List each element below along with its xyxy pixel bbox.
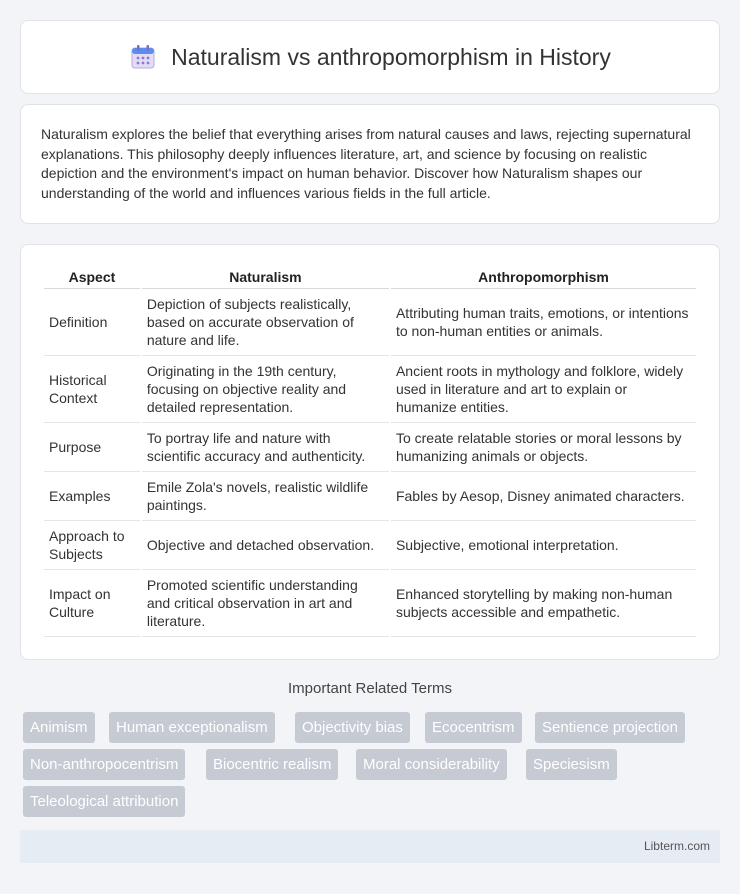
column-header-anthropomorphism: Anthropomorphism <box>391 265 696 289</box>
table-cell-naturalism: Emile Zola's novels, realistic wildlife paintings. <box>142 472 389 521</box>
table-row <box>44 356 696 423</box>
table-cell-naturalism: Promoted scientific understanding and critical observation in art and literature. <box>142 570 389 637</box>
comparison-card <box>20 244 720 660</box>
table-row <box>44 521 696 570</box>
related-terms-heading: Important Related Terms <box>288 680 452 697</box>
calendar-icon <box>129 43 157 71</box>
table-cell-anthropomorphism: Attributing human traits, emotions, or intentions to non-human entities or animals. <box>391 289 696 356</box>
tag-non-anthropocentrism[interactable]: Non-anthropocentrism <box>23 749 185 780</box>
tag-moral-considerability[interactable]: Moral considerability <box>356 749 507 780</box>
table-cell-anthropomorphism: Enhanced storytelling by making non-human subjects accessible and empathetic. <box>391 570 696 637</box>
table-row <box>44 472 696 521</box>
table-cell-aspect: Impact on Culture <box>44 570 140 637</box>
table-row <box>44 570 696 637</box>
table-header-row <box>44 265 696 289</box>
table-cell-aspect: Purpose <box>44 423 140 472</box>
table-cell-naturalism: Objective and detached observation. <box>142 521 389 570</box>
table-cell-aspect: Examples <box>44 472 140 521</box>
tag-speciesism[interactable]: Speciesism <box>526 749 617 780</box>
footer-site-link[interactable]: Libterm.com <box>643 839 710 853</box>
table-cell-anthropomorphism: Subjective, emotional interpretation. <box>391 521 696 570</box>
table-row <box>44 423 696 472</box>
tag-human-exceptionalism[interactable]: Human exceptionalism <box>109 712 275 743</box>
page-title: Naturalism vs anthropomorphism in History <box>171 43 611 70</box>
tag-objectivity-bias[interactable]: Objectivity bias <box>295 712 410 743</box>
footer <box>20 830 720 863</box>
table-cell-aspect: Definition <box>44 289 140 356</box>
tag-ecocentrism[interactable]: Ecocentrism <box>425 712 522 743</box>
tag-sentience-projection[interactable]: Sentience projection <box>535 712 685 743</box>
intro-card <box>20 104 720 224</box>
intro-paragraph: Naturalism explores the belief that everything arises from natural causes and laws, rejecting supernatural explanations. This philosophy deeply influences literature, art, and science by focusing on realistic depiction and the environment's impact on human behavior. Discover how Naturalism shapes our understanding of the world and influences various fields in the full article. <box>41 126 691 201</box>
table-cell-anthropomorphism: Ancient roots in mythology and folklore, widely used in literature and art to explain or humanize entities. <box>391 356 696 423</box>
table-row <box>44 289 696 356</box>
table-cell-naturalism: To portray life and nature with scientific accuracy and authenticity. <box>142 423 389 472</box>
table-cell-naturalism: Originating in the 19th century, focusing on objective reality and detailed representation. <box>142 356 389 423</box>
table-cell-naturalism: Depiction of subjects realistically, based on accurate observation of nature and life. <box>142 289 389 356</box>
comparison-table <box>42 265 698 637</box>
table-cell-aspect: Historical Context <box>44 356 140 423</box>
column-header-naturalism: Naturalism <box>142 265 389 289</box>
table-cell-anthropomorphism: To create relatable stories or moral lessons by humanizing animals or objects. <box>391 423 696 472</box>
header-card <box>20 20 720 94</box>
tag-teleological-attribution[interactable]: Teleological attribution <box>23 786 185 817</box>
table-cell-anthropomorphism: Fables by Aesop, Disney animated characters. <box>391 472 696 521</box>
table-cell-aspect: Approach to Subjects <box>44 521 140 570</box>
tag-biocentric-realism[interactable]: Biocentric realism <box>206 749 338 780</box>
column-header-aspect: Aspect <box>44 265 140 289</box>
tag-animism[interactable]: Animism <box>23 712 95 743</box>
